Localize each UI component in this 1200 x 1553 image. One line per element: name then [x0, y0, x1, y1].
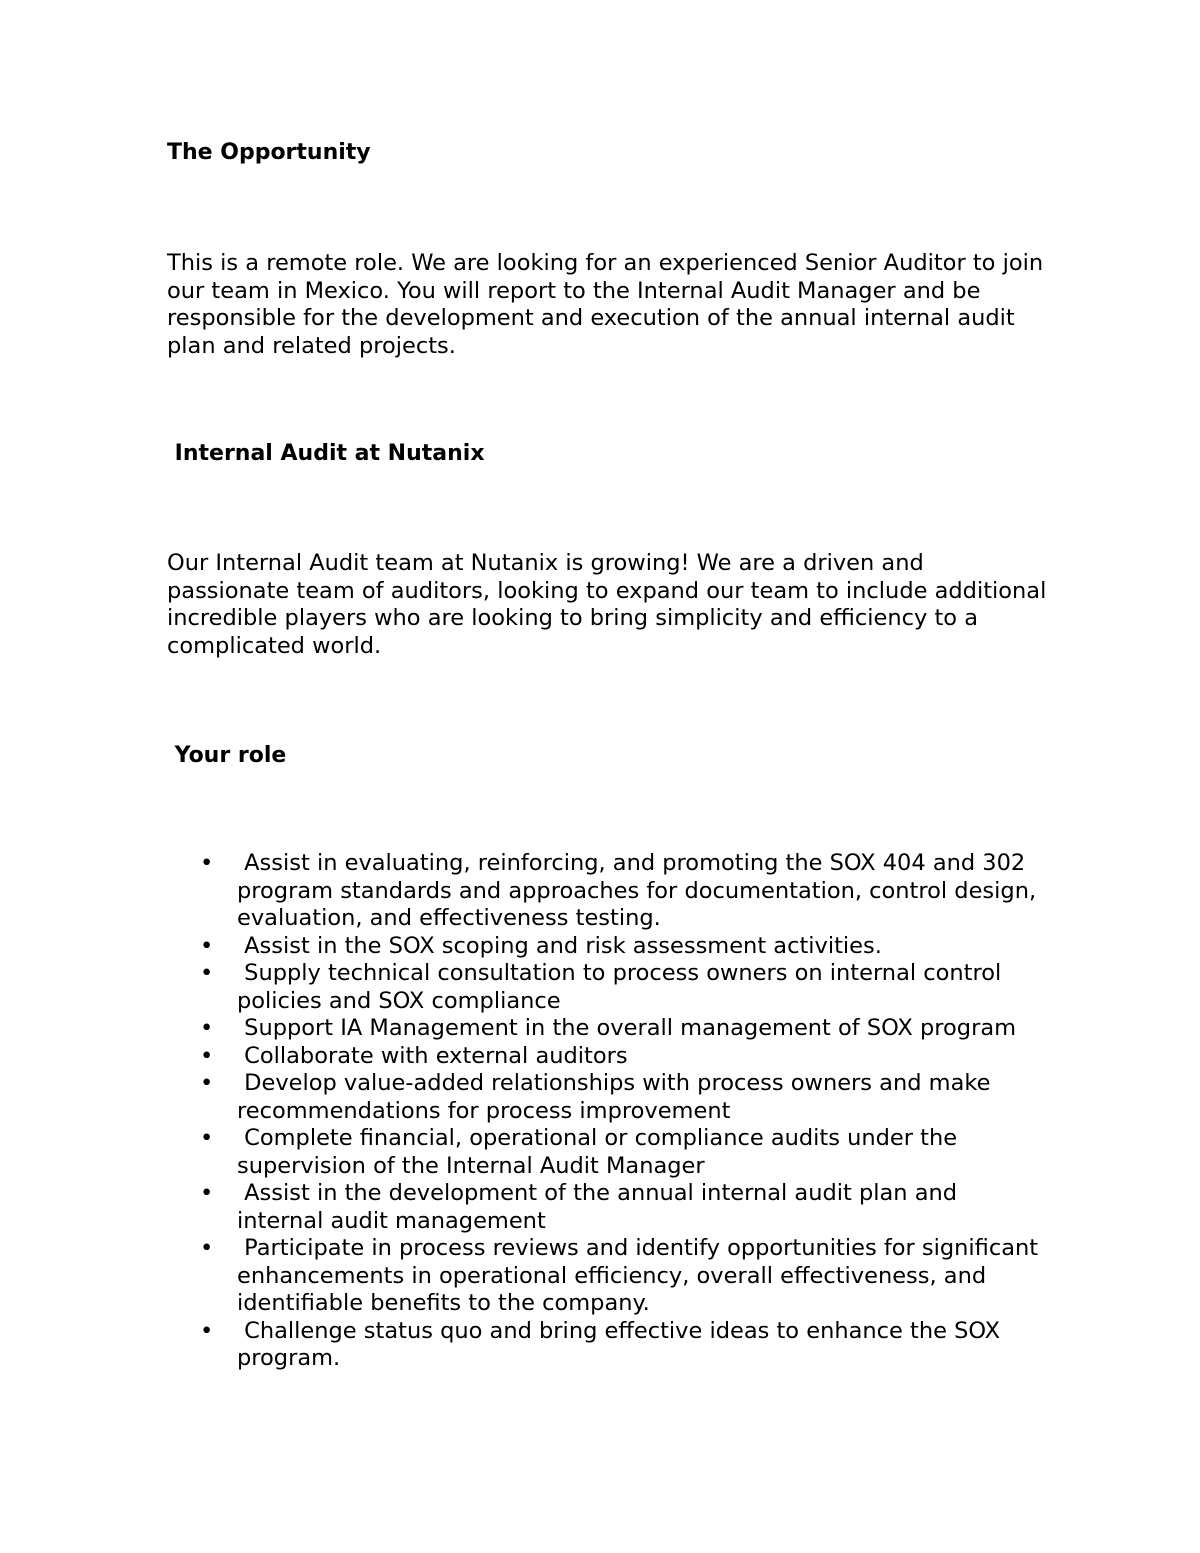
role-list-item-text: Participate in process reviews and identify opportunities for significant enhancements in operational efficiency, overall effectiveness, and identifiable benefits to the company. [237, 1235, 1046, 1316]
role-list-item-text: Assist in the development of the annual internal audit plan and internal audit management [237, 1180, 965, 1234]
bullet-icon: • [200, 850, 214, 876]
bullet-icon: • [200, 1125, 214, 1151]
role-list-item [200, 1180, 1050, 1235]
role-list-item [200, 960, 1050, 1015]
role-list-item [200, 1070, 1050, 1125]
role-list-item [200, 933, 1050, 961]
internal-audit-paragraph: Our Internal Audit team at Nutanix is growing! We are a driven and passionate team of auditors, looking to expand our team to include additional incredible players who are looking to bring simplicity and efficiency to a complicated world. [167, 550, 1047, 659]
opportunity-heading: The Opportunity [167, 140, 371, 165]
your-role-heading: Your role [167, 743, 287, 768]
role-list-item [200, 1015, 1050, 1043]
role-list-item-text: Assist in evaluating, reinforcing, and promoting the SOX 404 and 302 program standards and approaches for documentation, control design, evaluation, and effectiveness testing. [237, 850, 1044, 931]
role-list-item [200, 850, 1050, 933]
role-list-item [200, 1318, 1050, 1373]
bullet-icon: • [200, 1317, 214, 1344]
role-list-item-text: Complete financial, operational or compliance audits under the supervision of the Internal Audit Manager [237, 1125, 965, 1179]
bullet-icon: • [200, 960, 214, 986]
bullet-icon: • [200, 1235, 214, 1261]
role-list-item-text: Support IA Management in the overall management of SOX program [237, 1015, 1017, 1041]
role-list-item [200, 1043, 1050, 1071]
role-list-item-text: Challenge status quo and bring effective ideas to enhance the SOX program. [237, 1317, 1008, 1371]
bullet-icon: • [200, 1070, 214, 1096]
bullet-icon: • [200, 1180, 214, 1206]
bullet-icon: • [200, 1015, 214, 1041]
role-list-item-text: Supply technical consultation to process owners on internal control policies and SOX compliance [237, 960, 1009, 1014]
internal-audit-heading: Internal Audit at Nutanix [167, 441, 485, 466]
role-list-item [200, 1125, 1050, 1180]
role-list-item [200, 1235, 1050, 1318]
role-list-item-text: Collaborate with external auditors [237, 1042, 628, 1069]
role-bullet-list [200, 850, 1050, 1373]
opportunity-paragraph: This is a remote role. We are looking for an experienced Senior Auditor to join our team in Mexico. You will report to the Internal Audit Manager and be responsible for the development and execution of the annual internal audit plan and related projects. [167, 250, 1044, 359]
role-list-item-text: Develop value-added relationships with process owners and make recommendations for process improvement [237, 1070, 998, 1124]
bullet-icon: • [200, 1042, 214, 1069]
bullet-icon: • [200, 932, 214, 959]
role-list-item-text: Assist in the SOX scoping and risk assessment activities. [237, 932, 882, 959]
